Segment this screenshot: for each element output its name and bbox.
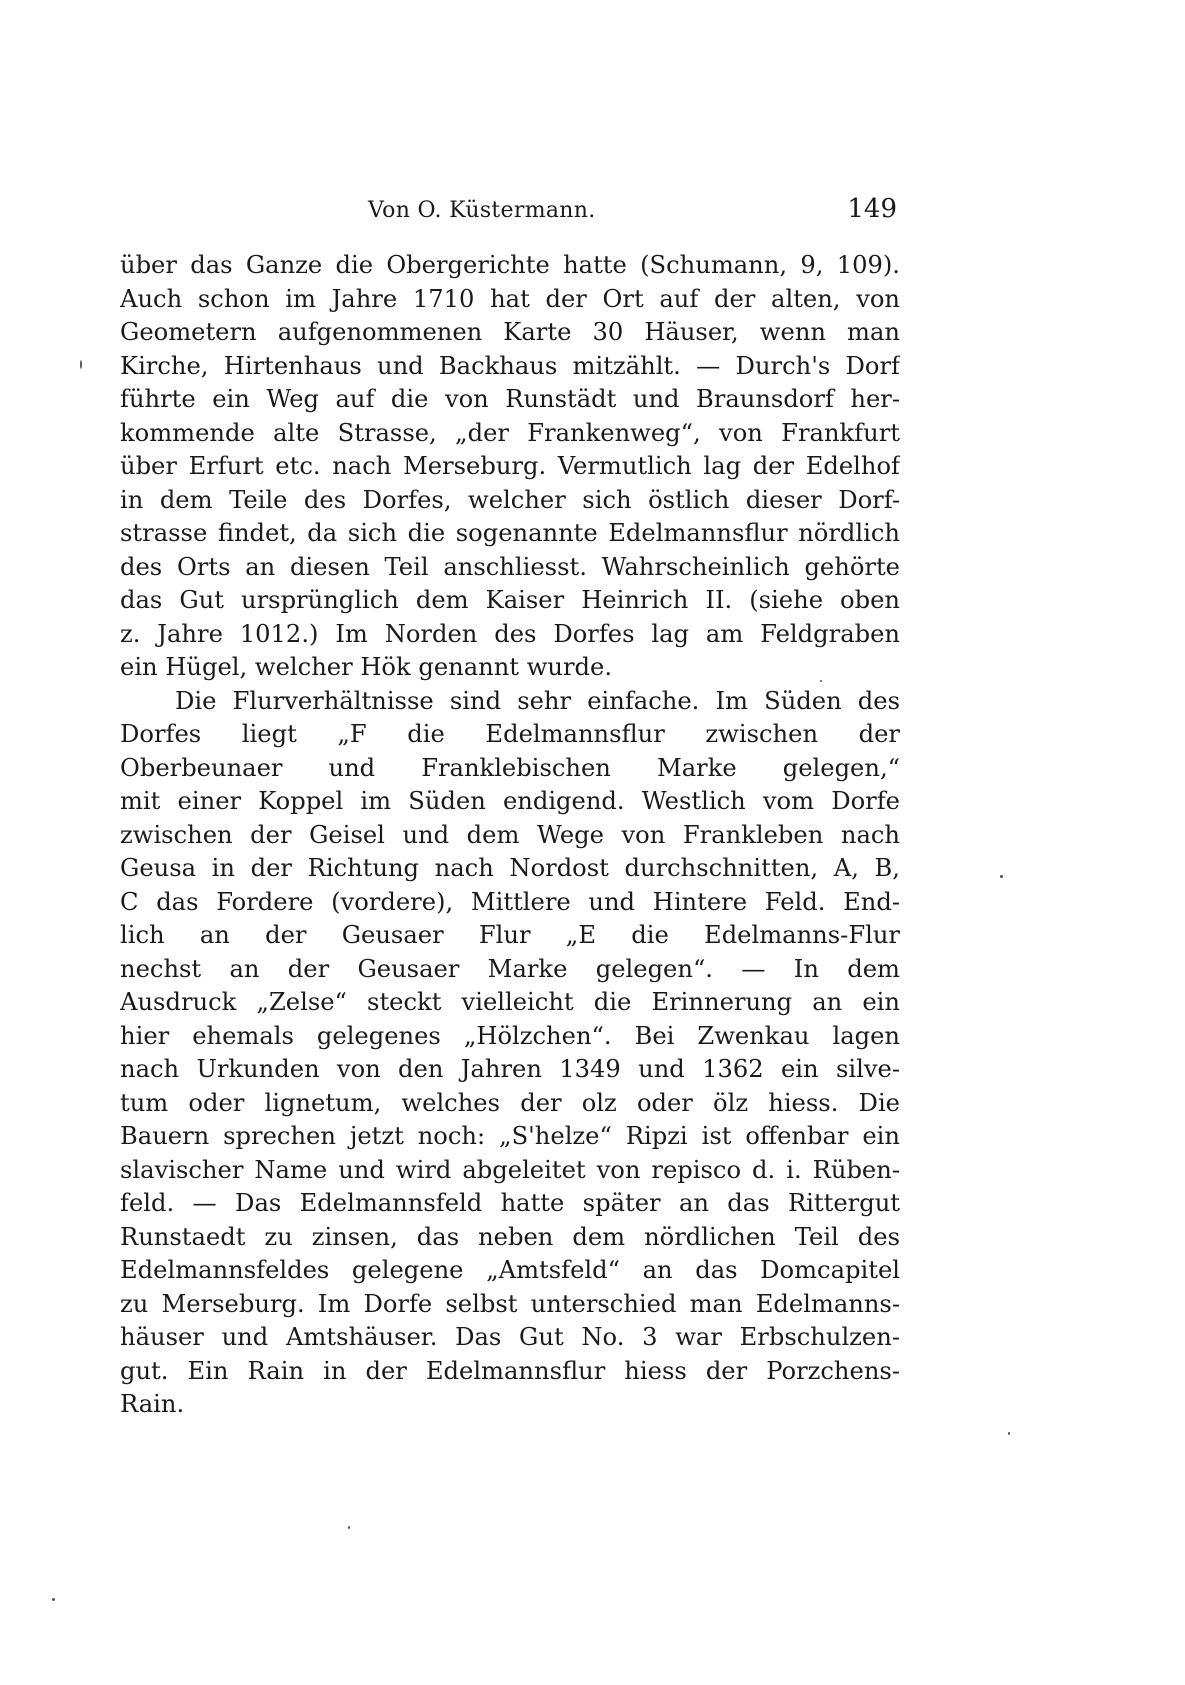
scan-speck [820,680,822,682]
text-line: Ausdruck „Zelse“ steckt vielleicht die Erinnerung an ein [120,988,900,1016]
text-line: nach Urkunden von den Jahren 1349 und 1362 ein silve- [120,1055,900,1083]
scan-speck [348,1526,350,1529]
scan-speck [80,360,82,369]
text-line: führte ein Weg auf die von Runstädt und Braunsdorf her- [120,385,900,413]
running-title: Von O. Küstermann. [368,198,596,223]
text-line: in dem Teile des Dorfes, welcher sich östlich dieser Dorf- [120,485,900,514]
text-line: Geometern aufgenommenen Karte 30 Häuser, wenn man [120,318,900,346]
text-line: C das Fordere (vordere), Mittlere und Hintere Feld. End- [120,887,900,916]
text-line: über Erfurt etc. nach Merseburg. Vermutlich lag der Edelhof [120,452,900,480]
scan-speck [1008,1432,1010,1435]
text-line: kommende alte Strasse, „der Frankenweg“, von Frankfurt [120,418,900,447]
text-line: über das Ganze die Obergerichte hatte (Schumann, 9, 109). [120,251,900,279]
text-line: slavischer Name und wird abgeleitet von repisco d. i. Rüben- [120,1155,900,1184]
text-line: Dorfes liegt „F die Edelmannsflur zwischen der [120,720,900,748]
text-line: Geusa in der Richtung nach Nordost durchschnitten, A, B, [120,854,900,882]
text-line: Auch schon im Jahre 1710 hat der Ort auf der alten, von [120,284,900,313]
text-line: lich an der Geusaer Flur „E die Edelmanns-Flur [120,921,900,949]
paragraph-2 [120,685,900,1422]
text-line: nechst an der Geusaer Marke gelegen“. — In dem [120,954,900,983]
text-line: strasse findet, da sich die sogenannte Edelmannsflur nördlich [120,519,900,547]
text-line: feld. — Das Edelmannsfeld hatte später an das Rittergut [120,1189,900,1217]
text-line: hier ehemals gelegenes „Hölzchen“. Bei Zwenkau lagen [120,1021,900,1050]
text-line: gut. Ein Rain in der Edelmannsflur hiess der Porzchens- [120,1356,900,1385]
text-line: Runstaedt zu zinsen, das neben dem nördlichen Teil des [120,1222,900,1251]
text-line: tum oder lignetum, welches der olz oder ölz hiess. Die [120,1088,900,1117]
text-line: zwischen der Geisel und dem Wege von Frankleben nach [120,820,900,849]
text-line: Rain. [120,1390,185,1418]
text-line: häuser und Amtshäuser. Das Gut No. 3 war Erbschulzen- [120,1323,900,1351]
text-line: z. Jahre 1012.) Im Norden des Dorfes lag am Feldgraben [120,619,900,648]
body-text [120,249,900,1422]
text-line: ein Hügel, welcher Hök genannt wurde. [120,653,613,681]
scan-speck [52,1598,55,1601]
text-line: das Gut ursprünglich dem Kaiser Heinrich II. (siehe oben [120,586,900,614]
text-line: zu Merseburg. Im Dorfe selbst unterschied man Edelmanns- [120,1289,900,1318]
text-line: Kirche, Hirtenhaus und Backhaus mitzählt. — Durch's Dorf [120,351,900,380]
text-line: Edelmannsfeldes gelegene „Amtsfeld“ an das Domcapitel [120,1256,900,1284]
text-line: mit einer Koppel im Süden endigend. Westlich vom Dorfe [120,787,900,815]
paragraph-1 [120,249,900,685]
text-line: des Orts an diesen Teil anschliesst. Wahrscheinlich gehörte [120,552,900,581]
text-line: Bauern sprechen jetzt noch: „S'helze“ Ripzi ist offenbar ein [120,1122,900,1150]
text-line: Oberbeunaer und Franklebischen Marke gelegen,“ [120,753,900,782]
scan-speck [1000,875,1003,878]
text-line: Die Flurverhältnisse sind sehr einfache. Im Süden des [175,686,900,715]
page-number: 149 [847,194,897,224]
page-header [120,196,900,230]
